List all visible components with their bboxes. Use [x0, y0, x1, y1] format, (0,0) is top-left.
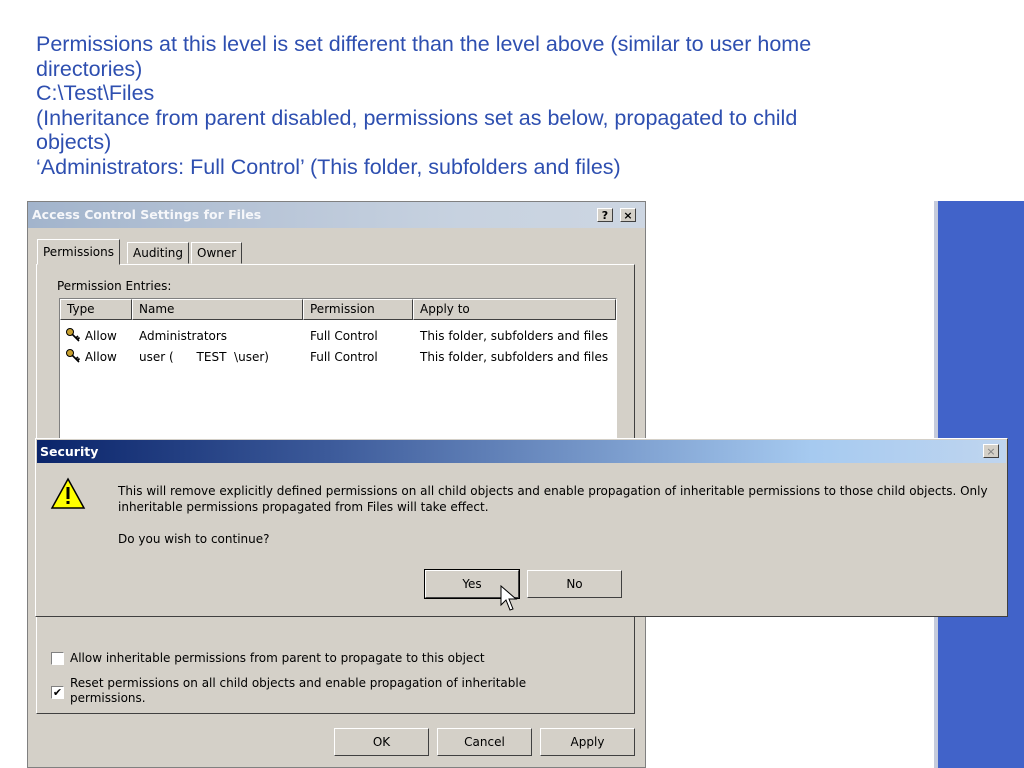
column-header-permission[interactable]: Permission: [303, 299, 413, 320]
slide-line: Permissions at this level is set different than the level above (similar to user home: [36, 32, 812, 56]
entry-apply-to: This folder, subfolders and files: [420, 350, 609, 364]
entry-name: Administrators: [139, 329, 228, 343]
column-header-type[interactable]: Type: [60, 299, 132, 320]
reset-permissions-label: [70, 676, 526, 706]
question-text: Do you wish to continue?: [118, 532, 270, 546]
reset-permissions-checkbox[interactable]: ✔: [52, 686, 63, 699]
inherit-permissions-label: Allow inheritable permissions from parent to propagate to this object: [70, 651, 485, 665]
inherit-permissions-checkbox[interactable]: [51, 652, 64, 665]
entry-type: Allow: [84, 350, 117, 364]
no-button[interactable]: No: [527, 570, 622, 598]
key-icon: [65, 327, 81, 343]
help-button[interactable]: ?: [597, 208, 613, 222]
slide-line: directories): [36, 56, 143, 81]
message-line1: This will remove explicitly defined permissions on all child objects and enable propagation of inheritable permissions to those child objects. Only: [118, 484, 988, 498]
entry-name: user ( TEST \user): [139, 350, 269, 364]
reset-label-line1: Reset permissions on all child objects and enable propagation of inheritable: [70, 676, 527, 690]
security-close-button[interactable]: ×: [983, 444, 999, 458]
acs-title: Access Control Settings for Files: [32, 207, 262, 222]
security-message: [118, 483, 988, 547]
yes-button[interactable]: Yes: [425, 570, 519, 598]
table-row[interactable]: [60, 347, 616, 367]
reset-label-line2: permissions.: [70, 691, 146, 705]
security-title-bar[interactable]: [37, 440, 1006, 463]
key-icon: [65, 348, 81, 364]
entry-permission: Full Control: [310, 350, 378, 364]
column-header-apply-to[interactable]: Apply to: [413, 299, 616, 320]
column-header-name[interactable]: Name: [132, 299, 303, 320]
close-button[interactable]: ×: [620, 208, 636, 222]
security-dialog: [35, 438, 1008, 617]
security-title: Security: [40, 444, 99, 459]
permission-entries-list[interactable]: [59, 298, 617, 458]
slide-line: C:\Test\Files: [36, 81, 155, 105]
message-line2: inheritable permissions propagated from Files will take effect.: [118, 500, 489, 514]
slide-line: ‘Administrators: Full Control’ (This folder, subfolders and files): [36, 154, 621, 179]
permission-entries-label: Permission Entries:: [57, 279, 172, 293]
entry-type: Allow: [84, 329, 117, 343]
warning-icon: [50, 476, 86, 512]
entry-permission: Full Control: [310, 329, 378, 343]
cancel-button[interactable]: Cancel: [437, 728, 532, 756]
type-cell: [65, 347, 117, 367]
mouse-cursor-icon: [500, 585, 518, 613]
tab-permissions[interactable]: Permissions: [37, 239, 120, 265]
table-row[interactable]: [60, 326, 616, 346]
slide-line: (Inheritance from parent disabled, permissions set as below, propagated to child: [36, 105, 798, 130]
type-cell: [65, 326, 117, 346]
apply-button[interactable]: Apply: [540, 728, 635, 756]
tab-owner[interactable]: Owner: [191, 242, 242, 264]
slide-text: [36, 32, 996, 202]
tab-auditing[interactable]: Auditing: [127, 242, 189, 264]
ok-button[interactable]: OK: [334, 728, 429, 756]
acs-title-bar[interactable]: [28, 202, 645, 228]
entry-apply-to: This folder, subfolders and files: [420, 329, 609, 343]
slide-line: objects): [36, 130, 112, 154]
